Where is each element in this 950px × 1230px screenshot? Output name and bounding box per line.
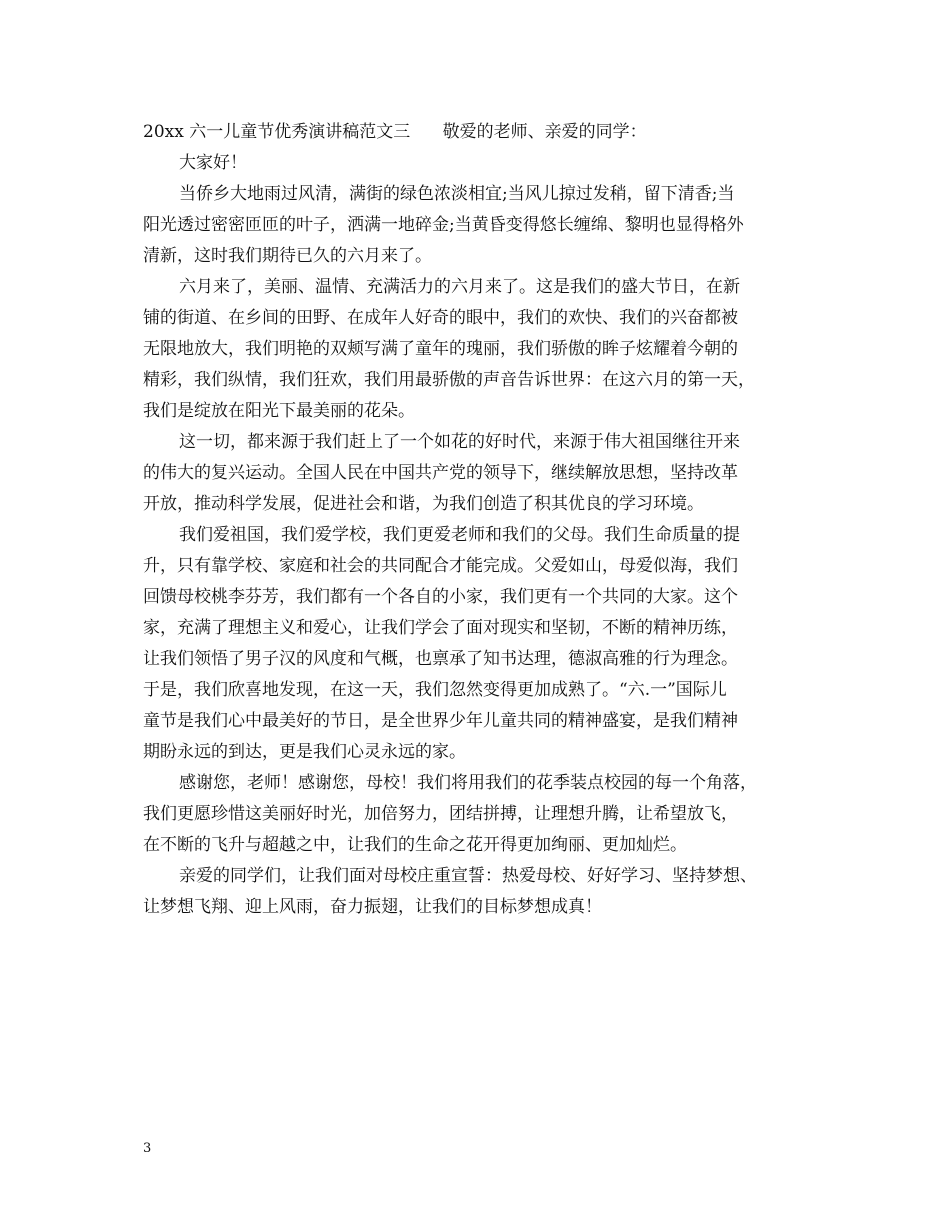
paragraph-2 <box>143 272 825 427</box>
paragraph-3 <box>143 427 825 520</box>
paragraph-line: 期盼永远的到达，更是我们心灵永远的家。 <box>143 742 466 762</box>
paragraph-line: 让梦想飞翔、迎上风雨，奋力振翅，让我们的目标梦想成真！ <box>143 897 602 917</box>
paragraph-line: 升，只有靠学校、家庭和社会的共同配合才能完成。父爱如山，母爱似海，我们 <box>143 556 738 576</box>
paragraph-line: 家，充满了理想主义和爱心，让我们学会了面对现实和坚韧，不断的精神历练， <box>143 618 738 638</box>
paragraph-line: 阳光透过密密匝匝的叶子，洒满一地碎金;当黄昏变得悠长缠绵、黎明也显得格外 <box>143 215 744 235</box>
paragraph-line: 清新，这时我们期待已久的六月来了。 <box>143 246 432 266</box>
paragraph-line: 让我们领悟了男子汉的风度和气概，也禀承了知书达理，德淑高雅的行为理念。 <box>143 649 738 669</box>
paragraph-line: 六月来了，美丽、温情、充满活力的六月来了。这是我们的盛大节日，在新 <box>179 277 740 297</box>
paragraph-line: 无限地放大，我们明艳的双颊写满了童年的瑰丽，我们骄傲的眸子炫耀着今朝的 <box>143 339 738 359</box>
paragraph-line: 于是，我们欣喜地发现，在这一天，我们忽然变得更加成熟了。“六.一”国际儿 <box>143 680 727 700</box>
paragraph-line: 感谢您，老师！感谢您，母校！我们将用我们的花季装点校园的每一个角落， <box>179 773 757 793</box>
paragraph-line: 当侨乡大地雨过风清，满街的绿色浓淡相宜;当风儿掠过发稍，留下清香;当 <box>179 184 735 204</box>
paragraph-line: 童节是我们心中最美好的节日，是全世界少年儿童共同的精神盛宴，是我们精神 <box>143 711 738 731</box>
paragraph-line: 亲爱的同学们，让我们面对母校庄重宣誓：热爱母校、好好学习、坚持梦想、 <box>179 866 757 886</box>
title-line: 20xx 六一儿童节优秀演讲稿范文三 敬爱的老师、亲爱的同学： <box>143 122 647 142</box>
paragraph-greeting <box>143 148 825 179</box>
paragraph-line: 我们更愿珍惜这美丽好时光，加倍努力，团结拼搏，让理想升腾，让希望放飞， <box>143 804 738 824</box>
document-body <box>143 117 825 923</box>
paragraph-line: 这一切，都来源于我们赶上了一个如花的好时代，来源于伟大祖国继往开来 <box>179 432 740 452</box>
paragraph-line: 回馈母校桃李芬芳，我们都有一个各自的小家，我们更有一个共同的大家。这个 <box>143 587 738 607</box>
paragraph-line: 在不断的飞升与超越之中，让我们的生命之花开得更加绚丽、更加灿烂。 <box>143 835 687 855</box>
paragraph-5 <box>143 768 825 861</box>
paragraph-4 <box>143 520 825 768</box>
paragraph-line: 精彩，我们纵情，我们狂欢，我们用最骄傲的声音告诉世界：在这六月的第一天， <box>143 370 755 390</box>
paragraph-line: 铺的街道、在乡间的田野、在成年人好奇的眼中，我们的欢快、我们的兴奋都被 <box>143 308 738 328</box>
page-number: 3 <box>143 1141 152 1156</box>
paragraph-1 <box>143 179 825 272</box>
paragraph-line: 我们是绽放在阳光下最美丽的花朵。 <box>143 401 415 421</box>
paragraph-line: 的伟大的复兴运动。全国人民在中国共产党的领导下，继续解放思想，坚持改革 <box>143 463 738 483</box>
paragraph-line: 大家好！ <box>179 153 247 173</box>
paragraph-line: 我们爱祖国，我们爱学校，我们更爱老师和我们的父母。我们生命质量的提 <box>179 525 740 545</box>
paragraph-line: 开放，推动科学发展，促进社会和谐，为我们创造了积其优良的学习环境。 <box>143 494 704 514</box>
paragraph-6 <box>143 861 825 923</box>
